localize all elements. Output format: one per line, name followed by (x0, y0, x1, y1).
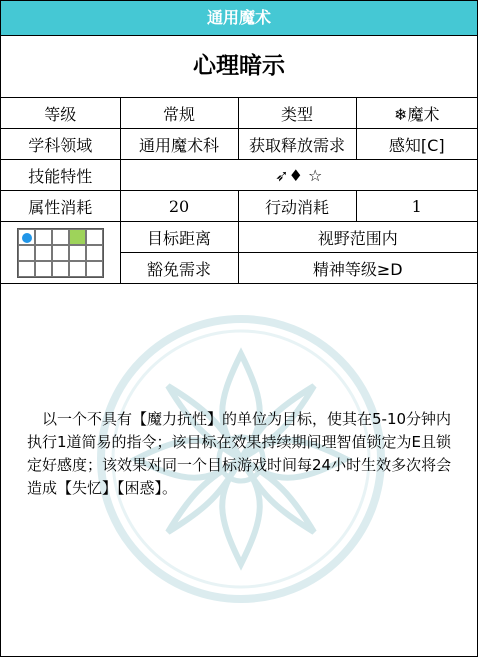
table-row (1, 98, 477, 129)
category-header: 通用魔术 (1, 1, 477, 36)
level-value: 常规 (120, 98, 238, 129)
type-label: 类型 (238, 98, 356, 129)
description-area (1, 284, 477, 656)
type-value: ❄魔术 (356, 98, 477, 129)
caster-dot-icon (22, 233, 32, 243)
target-range-value: 视野范围内 (238, 222, 477, 253)
grid-cell-caster (18, 229, 35, 245)
range-diagram (17, 228, 104, 278)
grid-cell (86, 245, 103, 261)
grid-cell (52, 261, 69, 277)
action-cost-value: 1 (356, 191, 477, 222)
grid-cell (52, 245, 69, 261)
grid-cell (69, 261, 86, 277)
field-value: 通用魔术科 (120, 129, 238, 160)
acquire-label: 获取释放需求 (238, 129, 356, 160)
grid-cell (86, 229, 103, 245)
action-cost-label: 行动消耗 (238, 191, 356, 222)
grid-cell (86, 261, 103, 277)
traits-value: ➶♦ ☆ (120, 160, 477, 191)
acquire-value: 感知[C] (356, 129, 477, 160)
target-range-label: 目标距离 (120, 222, 238, 253)
attr-cost-value: 20 (120, 191, 238, 222)
immunity-value: 精神等级≥D (238, 253, 477, 284)
range-diagram-cell (1, 222, 120, 284)
level-label: 等级 (1, 98, 120, 129)
table-row (1, 160, 477, 191)
grid-cell (18, 245, 35, 261)
grid-cell (35, 261, 52, 277)
table-row (1, 222, 477, 253)
spell-title: 心理暗示 (1, 36, 477, 98)
table-row (1, 129, 477, 160)
grid-cell (35, 245, 52, 261)
grid-cell (52, 229, 69, 245)
grid-cell-target (69, 229, 86, 245)
attribute-table (1, 98, 477, 284)
field-label: 学科领域 (1, 129, 120, 160)
grid-cell (69, 245, 86, 261)
spell-description: 以一个不具有【魔力抗性】的单位为目标，使其在5-10分钟内执行1道简易的指令；该目标在效果持续期间理智值锁定为E且锁定好感度；该效果对同一个目标游戏时间每24小时生效多次将会造成【失忆】【困惑】。 (27, 410, 452, 497)
grid-cell (35, 229, 52, 245)
table-row (1, 191, 477, 222)
immunity-label: 豁免需求 (120, 253, 238, 284)
attr-cost-label: 属性消耗 (1, 191, 120, 222)
grid-cell (18, 261, 35, 277)
traits-label: 技能特性 (1, 160, 120, 191)
